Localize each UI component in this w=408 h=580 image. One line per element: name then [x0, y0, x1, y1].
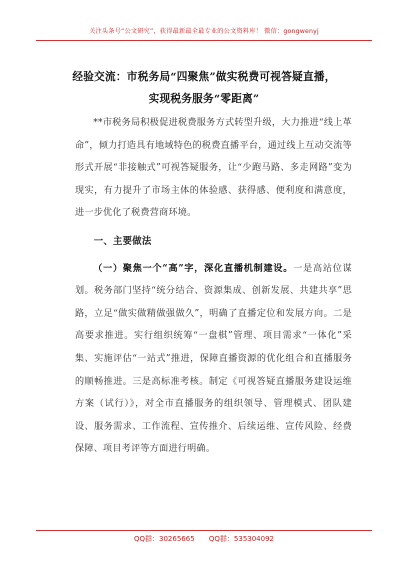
- header-banner: 关注头条号“公文研究”，获得最新最全最专业的公文资料库！ 微信：gongwenyj: [89, 28, 319, 35]
- subsection-heading: （一）聚焦一个“高”字，深化直播机制建设。: [93, 262, 294, 274]
- footer: [0, 534, 408, 544]
- subsection-paragraph: [75, 258, 352, 461]
- section-heading: 一、主要做法: [93, 235, 152, 247]
- document-title: [40, 66, 368, 110]
- footer-divider: [36, 530, 372, 531]
- intro-paragraph: **市税务局积极促进税费服务方式转型升级，大力推进“线上革命”，倾力打造具有地域特色的税费直播平台，通过线上互动交流等形式开展“非接触式”可视答疑服务，让“少跑马路、多走网路”变为现实，有力提升了市场主体的体验感、获得感、便利度和满意度，进一步优化了税费营商环境。: [75, 118, 352, 219]
- footer-qq-group-2: QQ群：535304092: [208, 535, 274, 543]
- document-body: [75, 112, 352, 461]
- title-line-1: 经验交流：市税务局“四聚焦”做实税费可视答疑直播，: [72, 71, 336, 83]
- title-line-2: 实现税务服务“零距离”: [148, 93, 260, 105]
- footer-qq-group-1: QQ群：30265665: [134, 535, 195, 543]
- subsection-text: 一是高站位谋划。税务部门坚持“统分结合、资源集成、创新发展、共建共享”思路，立足“做实做精做强做久”，明确了直播定位和发展方向。二是高要求推进。实行组织统筹“一盘棋”管理、项目需求“一体化”采集、实施评估“一站式”推进，保障直播资源的优化组合和直播服务的顺畅推进。三是高标准考核。制定《可视答疑直播服务建设运维方案（试行）》，对全市直播服务的组织领导、管理模式、团队建设、服务需求、工作流程、宣传推介、后续运维、宣传风险、经费保障、项目考评等方面进行明确。: [75, 263, 352, 455]
- header-divider: [36, 40, 372, 41]
